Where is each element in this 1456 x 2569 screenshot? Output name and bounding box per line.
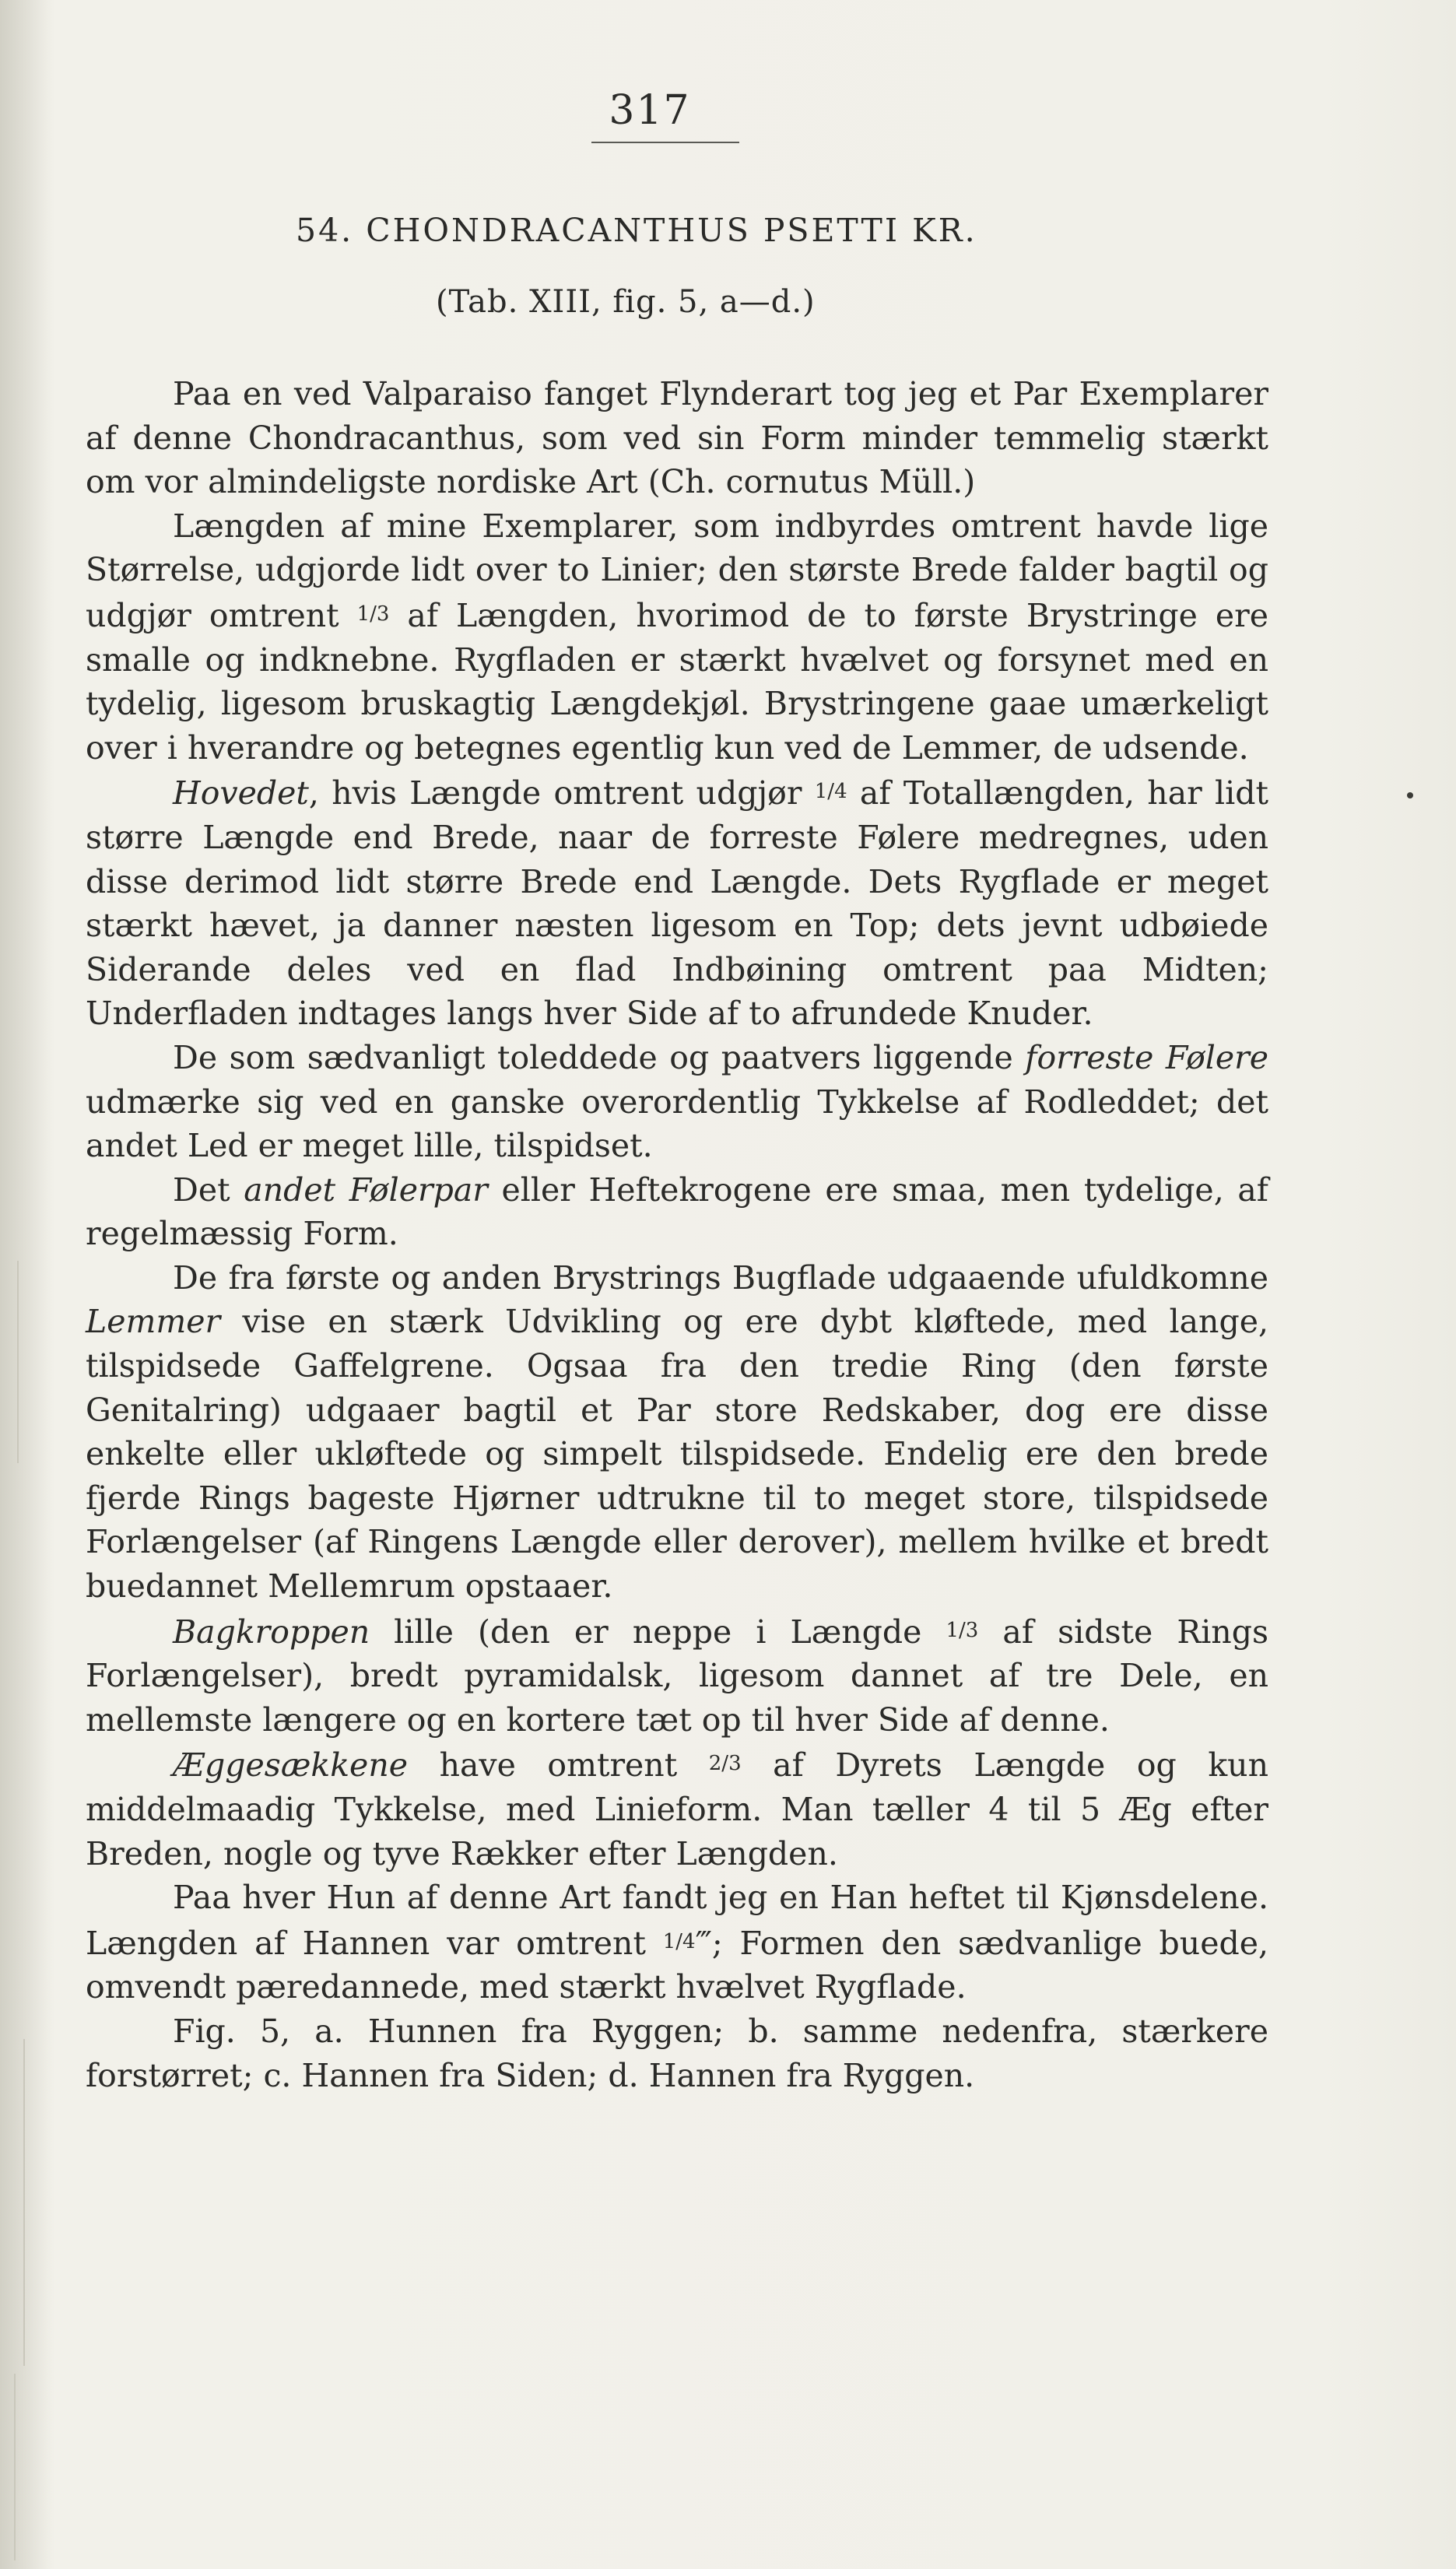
paragraph-4: De som sædvanligt toleddede og paatvers liggende forreste Følere udmærke sig ved en ganske overordentlig Tykkelse af Rodleddet; det andet Led er meget lille, tilspidset. xyxy=(86,1038,1268,1165)
term: Bagkroppen xyxy=(173,1613,370,1651)
section-title: 54. CHONDRACANTHUS PSETTI KR. xyxy=(296,212,977,249)
margin-mark xyxy=(23,2039,25,2366)
page-number: 317 xyxy=(609,87,691,134)
term: forreste Følere xyxy=(1025,1038,1268,1076)
margin-mark xyxy=(14,2374,16,2560)
margin-mark xyxy=(17,1261,19,1463)
fraction: 2/3 xyxy=(708,1752,742,1776)
fraction: 1/4 xyxy=(814,780,847,804)
body-text xyxy=(86,372,1268,2097)
paragraph-8: Æggesækkene have omtrent 2/3 af Dyrets Længde og kun middelmaadig Tykkelse, med Linieform. Man tæller 4 til 5 Æg efter Breden, nogle og tyve Rækker efter Længden. xyxy=(86,1746,1268,1872)
figure-caption: Fig. 5, a. Hunnen fra Ryggen; b. samme nedenfra, stærkere forstørret; c. Hannen fra Siden; d. Hannen fra Ryggen. xyxy=(86,2012,1268,2094)
paragraph-9: Paa hver Hun af denne Art fandt jeg en Han heftet til Kjønsdelene. Længden af Hannen var omtrent 1/4‴; Formen den sædvanlige buede, omvendt pæredannede, med stærkt hvælvet Rygflade. xyxy=(86,1879,1269,2006)
term: Æggesækkene xyxy=(173,1746,408,1785)
paragraph-7: Bagkroppen lille (den er neppe i Længde 1/3 af sidste Rings Forlængelser), bredt pyramidalsk, ligesom dannet af tre Dele, en mellemste længere og en kortere tæt op til hver Side af denne. xyxy=(86,1613,1268,1739)
paragraph-1: Paa en ved Valparaiso fanget Flynderart tog jeg et Par Exemplarer af denne Chondracanthus, som ved sin Form minder temmelig stærkt om vor almindeligste nordiske Art (Ch. cornutus Müll.) xyxy=(86,375,1268,501)
margin-dot xyxy=(1407,792,1413,798)
term: Hovedet xyxy=(173,774,309,812)
fraction: 1/3 xyxy=(356,602,390,626)
fraction: 1/3 xyxy=(946,1618,979,1642)
binding-shadow xyxy=(0,0,54,2569)
term: andet Følerpar xyxy=(244,1170,488,1209)
plate-reference: (Tab. XIII, fig. 5, a—d.) xyxy=(436,284,816,320)
paragraph-5: Det andet Følerpar eller Heftekrogene ere smaa, men tydelige, af regelmæssig Form. xyxy=(86,1170,1268,1253)
fraction: 1/4 xyxy=(662,1929,696,1953)
paragraph-6: De fra første og anden Brystrings Bugflade udgaaende ufuldkomne Lemmer vise en stærk Udvikling og ere dybt kløftede, med lange, tilspidsede Gaffelgrene. Ogsaa fra den tredie Ring (den første Genitalring) udgaaer bagtil et Par store Redskaber, dog ere disse enkelte eller ukløftede og simpelt tilspidsede. Endelig ere den brede fjerde Rings bageste Hjørner udtrukne til to meget store, tilspidsede Forlængelser (af Ringens Længde eller derover), mellem hvilke et bredt buedannet Mellemrum opstaaer. xyxy=(86,1258,1268,1606)
paragraph-2: Længden af mine Exemplarer, som indbyrdes omtrent havde lige Størrelse, udgjorde lidt over to Linier; den største Brede falder bagtil og udgjør omtrent 1/3 af Længden, hvorimod de to første Brystringe ere smalle og indknebne. Rygfladen er stærkt hvælvet og forsynet med en tydelig, ligesom bruskagtig Længdekjøl. Brystringene gaae umærkeligt over i hverandre og betegnes egentlig kun ved de Lemmer, de udsende. xyxy=(86,507,1268,767)
term: Lemmer xyxy=(86,1303,221,1341)
paragraph-3: Hovedet, hvis Længde omtrent udgjør 1/4 af Totallængden, har lidt større Længde end Brede, naar de forreste Følere medregnes, uden disse derimod lidt større Brede end Længde. Dets Rygflade er meget stærkt hævet, ja danner næsten ligesom en Top; dets jevnt udbøiede Siderande deles ved en flad Indbøining omtrent paa Midten; Underfladen indtages langs hver Side af to afrundede Knuder. xyxy=(86,774,1268,1033)
page-number-rule xyxy=(591,142,739,143)
